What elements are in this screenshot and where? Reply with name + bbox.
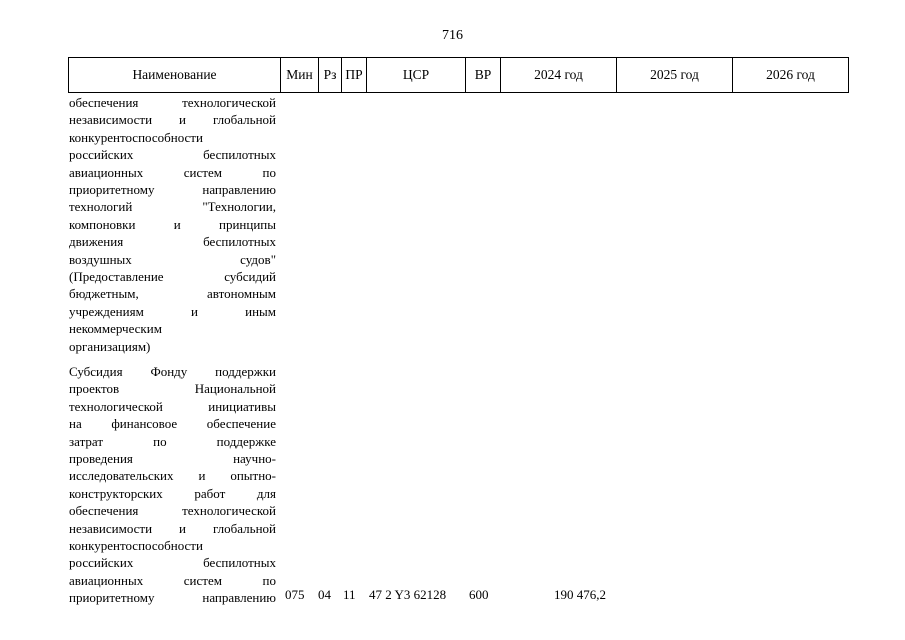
name-line: (Предоставление субсидий: [69, 269, 276, 285]
name-line: движения беспилотных: [69, 234, 276, 250]
name-line: бюджетным, автономным: [69, 286, 276, 302]
table-header: [68, 57, 849, 93]
header-2024: 2024 год: [501, 58, 617, 93]
row-2-rz: 04: [318, 587, 331, 602]
name-line: организациям): [69, 338, 151, 354]
row-2-pr: 11: [343, 587, 356, 602]
name-line: компоновки и принципы: [69, 216, 276, 232]
row-2-2024: 190 476,2: [554, 587, 606, 602]
name-line: обеспечения технологической: [69, 503, 276, 519]
name-line: исследовательских и опытно-: [69, 468, 276, 484]
name-line: конкурентоспособности: [69, 129, 203, 145]
name-line: российских беспилотных: [69, 147, 276, 163]
page-number: 716: [442, 28, 463, 43]
name-line: на финансовое обеспечение: [69, 416, 276, 432]
name-line: технологий "Технологии,: [69, 199, 276, 215]
row-2-name: [69, 363, 276, 607]
name-line: авиационных систем по: [69, 572, 276, 588]
header-csr: ЦСР: [367, 58, 466, 93]
header-pr: ПР: [342, 58, 367, 93]
name-line: проектов Национальной: [69, 381, 276, 397]
header-name: Наименование: [69, 58, 281, 93]
name-line: конкурентоспособности: [69, 538, 203, 554]
row-1-name: [69, 94, 276, 355]
name-line: приоритетному направлению: [69, 590, 276, 606]
name-line: независимости и глобальной: [69, 520, 276, 536]
header-2026: 2026 год: [733, 58, 849, 93]
name-line: Субсидия Фонду поддержки: [69, 364, 276, 379]
name-line: воздушных судов": [69, 251, 276, 267]
name-line: независимости и глобальной: [69, 112, 276, 128]
name-line: авиационных систем по: [69, 164, 276, 180]
name-line: технологической инициативы: [69, 398, 276, 414]
header-min: Мин: [281, 58, 319, 93]
name-line: конструкторских работ для: [69, 485, 276, 501]
header-2025: 2025 год: [617, 58, 733, 93]
name-line: приоритетному направлению: [69, 182, 276, 198]
header-rz: Рз: [319, 58, 342, 93]
row-2-vr: 600: [469, 587, 489, 602]
name-line: затрат по поддержке: [69, 433, 276, 449]
row-2-csr: 47 2 Y3 62128: [369, 587, 447, 602]
name-line: проведения научно-: [69, 451, 276, 467]
name-line: учреждениям и иным: [69, 303, 276, 319]
row-2-min: 075: [285, 587, 305, 602]
name-line: некоммерческим: [69, 321, 162, 337]
name-line: обеспечения технологической: [69, 95, 276, 110]
name-line: российских беспилотных: [69, 555, 276, 571]
header-vr: ВР: [466, 58, 501, 93]
